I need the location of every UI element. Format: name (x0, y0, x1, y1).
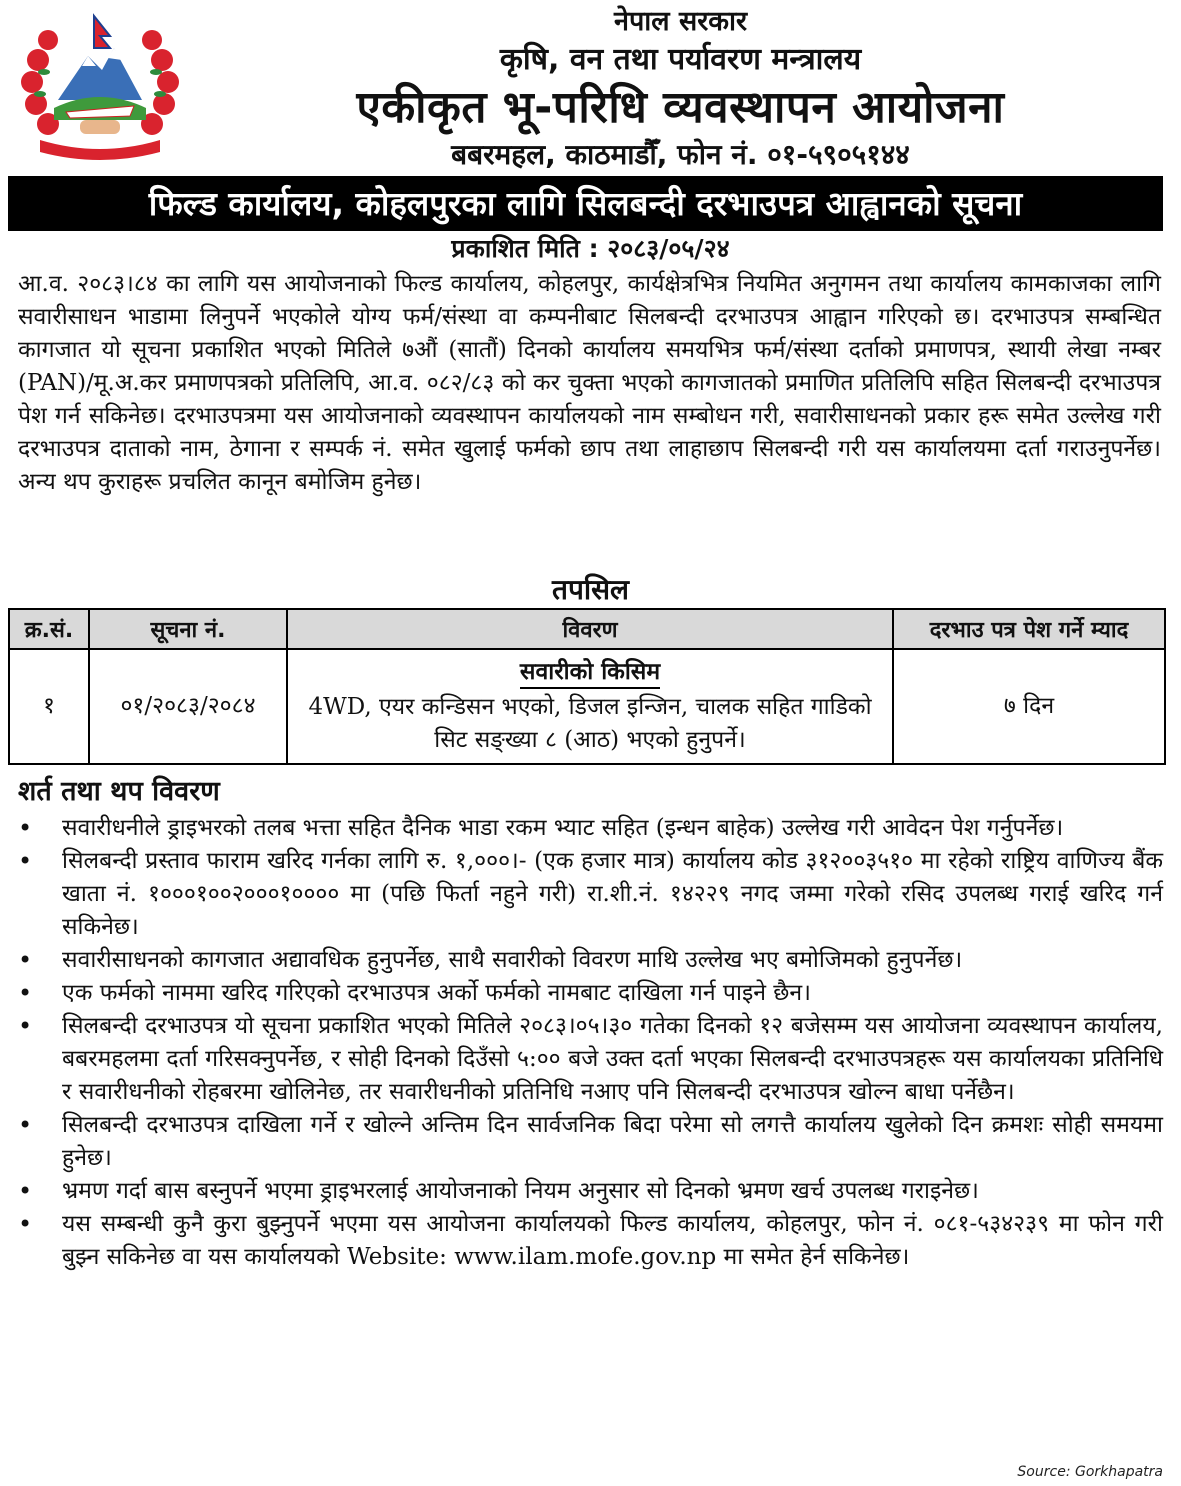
list-item: • भ्रमण गर्दा बास बस्नुपर्ने भएमा ड्राइभरलाई आयोजनाको नियम अनुसार सो दिनको भ्रमण खर्च उपलब्ध गराइनेछ। (14, 1175, 1163, 1208)
col-header-notice-no: सूचना नं. (89, 609, 287, 649)
vehicle-type-title: सवारीको किसिम (520, 657, 660, 689)
ministry-name: कृषि, वन तथा पर्यावरण मन्त्रालय (499, 42, 862, 77)
table-header-row (9, 609, 1165, 649)
schedule-table (8, 608, 1166, 765)
conditions-list (14, 812, 1163, 1274)
col-header-description: विवरण (287, 609, 893, 649)
project-name: एकीकृत भू-परिधि व्यवस्थापन आयोजना (356, 82, 1005, 133)
cell-sn: १ (9, 649, 89, 764)
bullet-icon: • (18, 814, 33, 842)
source-credit: Source: Gorkhapatra (1017, 1464, 1163, 1480)
bullet-icon: • (18, 847, 33, 875)
conditions-title: शर्त तथा थप विवरण (18, 776, 220, 807)
notice-body: आ.व. २०८३।८४ का लागि यस आयोजनाको फिल्ड कार्यालय, कोहलपुर, कार्यक्षेत्रभित्र नियमित अनुगमन तथा कार्यालय कामकाजका लागि सवारीसाधन भाडामा लिनुपर्ने भएकोले योग्य फर्म/संस्था वा कम्पनीबाट सिलबन्दी दरभाउपत्र आह्वान गरिएको छ। दरभाउपत्र सम्बन्धित कागजात यो सूचना प्रकाशित भएको मितिले ७औं (सातौं) दिनको कार्यालय समयभित्र फर्म/संस्था दर्ताको प्रमाणपत्र, स्थायी लेखा नम्बर (PAN)/मू.अ.कर प्रमाणपत्रको प्रतिलिपि, आ.व. ०८२/८३ को कर चुक्ता भएको कागजातको प्रमाणित प्रतिलिपि सहित सिलबन्दी दरभाउपत्र पेश गर्न सकिनेछ। दरभाउपत्रमा यस आयोजनाको व्यवस्थापन कार्यालयको नाम सम्बोधन गरी, सवारीसाधनको प्रकार हरू समेत उल्लेख गरी दरभाउपत्र दाताको नाम, ठेगाना र सम्पर्क नं. समेत खुलाई फर्मको छाप तथा लाहाछाप सिलबन्दी गरी यस कार्यालयमा दर्ता गराउनुपर्नेछ। अन्य थप कुराहरू प्रचलित कानून बमोजिम हुनेछ। (18, 271, 1161, 495)
cell-description (287, 649, 893, 764)
schedule-title: तपसिल (551, 573, 630, 606)
cell-deadline: ७ दिन (893, 649, 1165, 764)
bullet-icon: • (18, 1111, 33, 1139)
list-item: • एक फर्मको नाममा खरिद गरिएको दरभाउपत्र अर्को फर्मको नामबाट दाखिला गर्न पाइने छैन। (14, 977, 1163, 1010)
cell-notice-no: ०१/२०८३/२०८४ (89, 649, 287, 764)
letterhead (200, 4, 1161, 174)
vehicle-description: 4WD, एयर कन्डिसन भएको, डिजल इन्जिन, चालक सहित गाडिको सिट सङ्ख्या ८ (आठ) भएको हुनुपर्ने। (308, 694, 872, 753)
bullet-icon: • (18, 1177, 33, 1205)
col-header-deadline: दरभाउ पत्र पेश गर्ने म्याद (893, 609, 1165, 649)
table-row (9, 649, 1165, 764)
list-item: • यस सम्बन्धी कुनै कुरा बुझ्नुपर्ने भएमा यस आयोजना कार्यालयको फिल्ड कार्यालय, कोहलपुर, फोन नं. ०८१-५३४२३९ मा फोन गरी बुझ्न सकिनेछ वा यस कार्यालयको Website: www.ilam.mofe.gov.np मा समेत हेर्न सकिनेछ। (18, 1210, 1163, 1270)
office-address: बबरमहल, काठमाडौँ, फोन नं. ०१-५९०५१४४ (451, 138, 910, 171)
published-date: प्रकाशित मिति : २०८३/०५/२४ (451, 234, 730, 263)
list-item: • सवारीसाधनको कागजात अद्यावधिक हुनुपर्नेछ, साथै सवारीको विवरण माथि उल्लेख भए बमोजिमको हुनुपर्नेछ। (14, 944, 1163, 977)
list-item: • सिलबन्दी दरभाउपत्र यो सूचना प्रकाशित भएको मितिले २०८३।०५।३० गतेका दिनको १२ बजेसम्म यस आयोजना व्यवस्थापन कार्यालय, बबरमहलमा दर्ता गरिसक्नुपर्नेछ, र सोही दिनको दिउँसो ५:०० बजे उक्त दर्ता भएका सिलबन्दी दरभाउपत्रहरू यस कार्यालयका प्रतिनिधि र सवारीधनीको रोहबरमा खोलिनेछ, तर सवारीधनीको प्रतिनिधि नआए पनि सिलबन्दी दरभाउपत्र खोल्न बाधा पर्नेछैन। (18, 1012, 1163, 1105)
bullet-icon: • (18, 1210, 33, 1238)
government-name: नेपाल सरकार (613, 6, 748, 37)
list-item: • सिलबन्दी दरभाउपत्र दाखिला गर्ने र खोल्ने अन्तिम दिन सार्वजनिक बिदा परेमा सो लगत्तै कार्यालय खुलेको दिन क्रमशः सोही समयमा हुनेछ। (18, 1111, 1163, 1171)
col-header-sn: क्र.सं. (9, 609, 89, 649)
list-item: • सवारीधनीले ड्राइभरको तलब भत्ता सहित दैनिक भाडा रकम भ्याट सहित (इन्धन बाहेक) उल्लेख गरी आवेदन पेश गर्नुपर्नेछ। (14, 812, 1163, 845)
nepal-government-emblem (10, 8, 190, 168)
bullet-icon: • (18, 1012, 33, 1040)
list-item: • सिलबन्दी प्रस्ताव फाराम खरिद गर्नका लागि रु. १,०००।- (एक हजार मात्र) कार्यालय कोड ३१२००३५१० मा रहेको राष्ट्रिय वाणिज्य बैंक खाता नं. १०००१००२०००१०००० मा (पछि फिर्ता नहुने गरी) रा.शी.नं. १४२२९ नगद जम्मा गरेको रसिद उपलब्ध गराई खरिद गर्न सकिनेछ। (18, 847, 1163, 940)
bullet-icon: • (18, 979, 33, 1007)
bullet-icon: • (18, 946, 33, 974)
notice-title: फिल्ड कार्यालय, कोहलपुरका लागि सिलबन्दी दरभाउपत्र आह्वानको सूचना (8, 176, 1163, 231)
